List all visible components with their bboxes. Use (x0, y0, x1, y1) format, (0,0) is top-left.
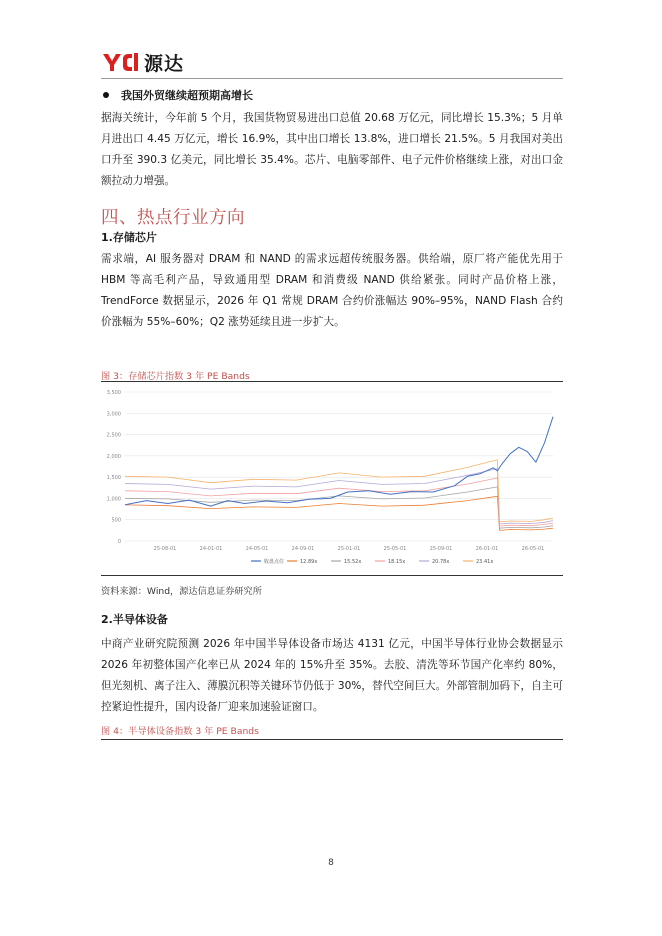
paragraph-semi: 中商产业研究院预测 2026 年中国半导体设备市场达 4131 亿元，中国半导体行业协会数据显示 2026 年初整体国产化率已从 2024 年的 15%升至 35%。去胶、清洗等环节国产化率约 80%，但光刻机、离子注入、薄膜沉积等关键环节仍低于 30%，替代空间巨大。外部管制加码下，自主可控紧迫性提升，国内设备厂迎来加速验证窗口。 (101, 638, 563, 713)
x-tick-label: 24-09-01 (291, 546, 315, 552)
bullet-heading (101, 87, 563, 103)
pe-bands-chart (101, 384, 563, 572)
x-tick-label: 25-05-01 (383, 546, 407, 552)
legend-label: 收盘点位 (264, 559, 285, 565)
y-tick-label: 500 (111, 517, 121, 524)
legend-label: 20.78x (432, 559, 450, 565)
legend-label: 18.15x (388, 559, 406, 565)
series-line (125, 460, 553, 522)
y-tick-label: 2,000 (106, 453, 121, 460)
legend-label: 23.41x (476, 559, 494, 565)
series-line (125, 478, 553, 526)
page-number: 8 (328, 858, 334, 868)
company-logo (101, 50, 184, 74)
y-tick-label: 3,000 (106, 411, 121, 418)
series-line (125, 496, 553, 530)
pe-bands-chart-svg (101, 384, 563, 572)
y-tick-label: 0 (117, 539, 121, 545)
x-tick-label: 24-01-01 (199, 546, 223, 552)
subsection-memory-title: 1.存储芯片 (101, 231, 157, 244)
legend-label: 15.52x (344, 559, 362, 565)
y-tick-label: 1,500 (106, 475, 121, 482)
y-tick-label: 1,000 (106, 496, 121, 503)
y-tick-label: 3,500 (106, 390, 121, 396)
figure3-top-rule (101, 381, 563, 382)
y-tick-label: 2,500 (106, 432, 121, 439)
header-divider (101, 78, 563, 79)
series-line (125, 417, 553, 506)
x-tick-label: 24-05-01 (245, 546, 269, 552)
x-tick-label: 25-01-01 (337, 546, 361, 552)
figure4-top-rule (101, 739, 563, 740)
x-tick-label: 26-05-01 (521, 546, 545, 552)
yd-logo-mark-icon (101, 51, 141, 73)
figure3-source: 资料来源：Wind，源达信息证券研究所 (101, 586, 262, 597)
bullet-heading-text: 我国外贸继续超预期高增长 (121, 89, 253, 102)
x-tick-label: 26-01-01 (475, 546, 499, 552)
figure3-title: 图 3：存储芯片指数 3 年 PE Bands (101, 371, 250, 382)
bullet-dot-icon (103, 92, 109, 98)
section-title: 四、热点行业方向 (101, 208, 245, 228)
legend-label: 12.89x (300, 559, 318, 565)
figure3-bottom-rule (101, 575, 563, 576)
paragraph-memory: 需求端，AI 服务器对 DRAM 和 NAND 的需求远超传统服务器。供给端，原厂将产能优先用于 HBM 等高毛利产品，导致通用型 DRAM 和消费级 NAND 供给紧张。同时产品价格上涨，TrendForce 数据显示，2026 年 Q1 常规 DRAM 合约价涨幅达 90%–95%，NAND Flash 合约价涨幅为 55%–60%；Q2 涨势延续且进一步扩大。 (101, 253, 563, 328)
x-tick-label: 25-09-01 (429, 546, 453, 552)
subsection-semi-title: 2.半导体设备 (101, 613, 168, 626)
paragraph-trade: 据海关统计，今年前 5 个月，我国货物贸易进出口总值 20.68 万亿元，同比增长 15.3%；5 月单月进出口 4.45 万亿元，增长 16.9%，其中出口增长 13.8%，进口增长 21.5%。5 月我国对美出口升至 390.3 亿美元，同比增长 35.4%。芯片、电脑零部件、电子元件价格继续上涨，对出口金额拉动力增强。 (101, 112, 563, 187)
x-tick-label: 25-08-01 (153, 546, 177, 552)
logo-text: 源达 (144, 52, 185, 75)
figure4-title: 图 4：半导体设备指数 3 年 PE Bands (101, 726, 259, 737)
